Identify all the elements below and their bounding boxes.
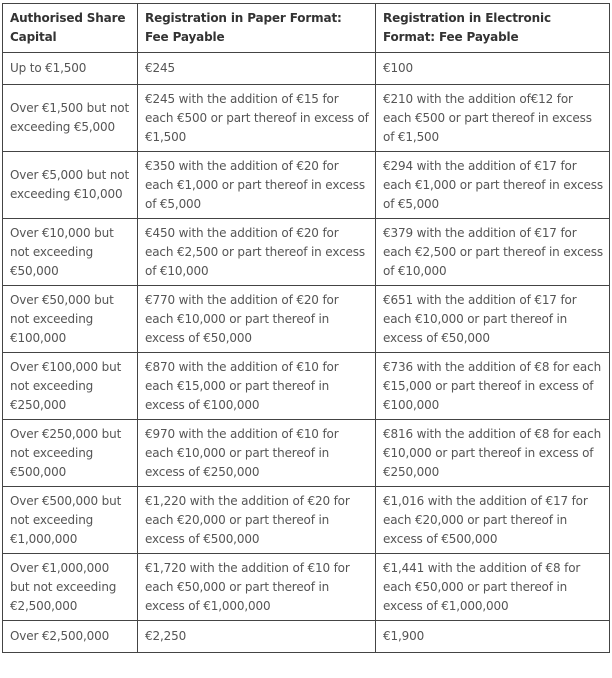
cell-capital: Over €10,000 but not exceeding €50,000 — [3, 219, 138, 286]
table-row — [3, 353, 610, 420]
cell-electronic-fee: €736 with the addition of €8 for each €15,000 or part thereof in excess of €100,000 — [376, 353, 610, 420]
table-row — [3, 85, 610, 152]
header-row — [3, 4, 610, 53]
cell-paper-fee: €450 with the addition of €20 for each €2,500 or part thereof in excess of €10,000 — [138, 219, 376, 286]
cell-electronic-fee: €210 with the addition of€12 for each €500 or part thereof in excess of €1,500 — [376, 85, 610, 152]
cell-paper-fee: €2,250 — [138, 621, 376, 653]
cell-electronic-fee: €100 — [376, 53, 610, 85]
cell-paper-fee: €970 with the addition of €10 for each €10,000 or part thereof in excess of €250,000 — [138, 420, 376, 487]
cell-paper-fee: €1,720 with the addition of €10 for each €50,000 or part thereof in excess of €1,000,000 — [138, 554, 376, 621]
table-row — [3, 286, 610, 353]
table-row — [3, 621, 610, 653]
cell-electronic-fee: €651 with the addition of €17 for each €10,000 or part thereof in excess of €50,000 — [376, 286, 610, 353]
table-row — [3, 53, 610, 85]
fee-table — [2, 3, 610, 653]
cell-capital: Over €100,000 but not exceeding €250,000 — [3, 353, 138, 420]
cell-capital: Over €250,000 but not exceeding €500,000 — [3, 420, 138, 487]
table-row — [3, 420, 610, 487]
cell-electronic-fee: €1,900 — [376, 621, 610, 653]
cell-capital: Over €500,000 but not exceeding €1,000,000 — [3, 487, 138, 554]
header-electronic-format-fee: Registration in Electronic Format: Fee Payable — [376, 4, 610, 53]
header-paper-format-fee: Registration in Paper Format: Fee Payable — [138, 4, 376, 53]
cell-paper-fee: €870 with the addition of €10 for each €15,000 or part thereof in excess of €100,000 — [138, 353, 376, 420]
cell-capital: Over €1,000,000 but not exceeding €2,500,000 — [3, 554, 138, 621]
cell-paper-fee: €245 with the addition of €15 for each €500 or part thereof in excess of €1,500 — [138, 85, 376, 152]
cell-paper-fee: €245 — [138, 53, 376, 85]
cell-electronic-fee: €379 with the addition of €17 for each €2,500 or part thereof in excess of €10,000 — [376, 219, 610, 286]
cell-capital: Up to €1,500 — [3, 53, 138, 85]
cell-capital: Over €1,500 but not exceeding €5,000 — [3, 85, 138, 152]
table-row — [3, 219, 610, 286]
cell-capital: Over €50,000 but not exceeding €100,000 — [3, 286, 138, 353]
table-row — [3, 487, 610, 554]
cell-paper-fee: €350 with the addition of €20 for each €1,000 or part thereof in excess of €5,000 — [138, 152, 376, 219]
table-row — [3, 554, 610, 621]
cell-electronic-fee: €294 with the addition of €17 for each €1,000 or part thereof in excess of €5,000 — [376, 152, 610, 219]
cell-electronic-fee: €1,016 with the addition of €17 for each €20,000 or part thereof in excess of €500,000 — [376, 487, 610, 554]
table-row — [3, 152, 610, 219]
cell-paper-fee: €770 with the addition of €20 for each €10,000 or part thereof in excess of €50,000 — [138, 286, 376, 353]
cell-capital: Over €2,500,000 — [3, 621, 138, 653]
cell-electronic-fee: €816 with the addition of €8 for each €10,000 or part thereof in excess of €250,000 — [376, 420, 610, 487]
header-authorised-share-capital: Authorised Share Capital — [3, 4, 138, 53]
cell-capital: Over €5,000 but not exceeding €10,000 — [3, 152, 138, 219]
cell-electronic-fee: €1,441 with the addition of €8 for each €50,000 or part thereof in excess of €1,000,000 — [376, 554, 610, 621]
cell-paper-fee: €1,220 with the addition of €20 for each €20,000 or part thereof in excess of €500,000 — [138, 487, 376, 554]
